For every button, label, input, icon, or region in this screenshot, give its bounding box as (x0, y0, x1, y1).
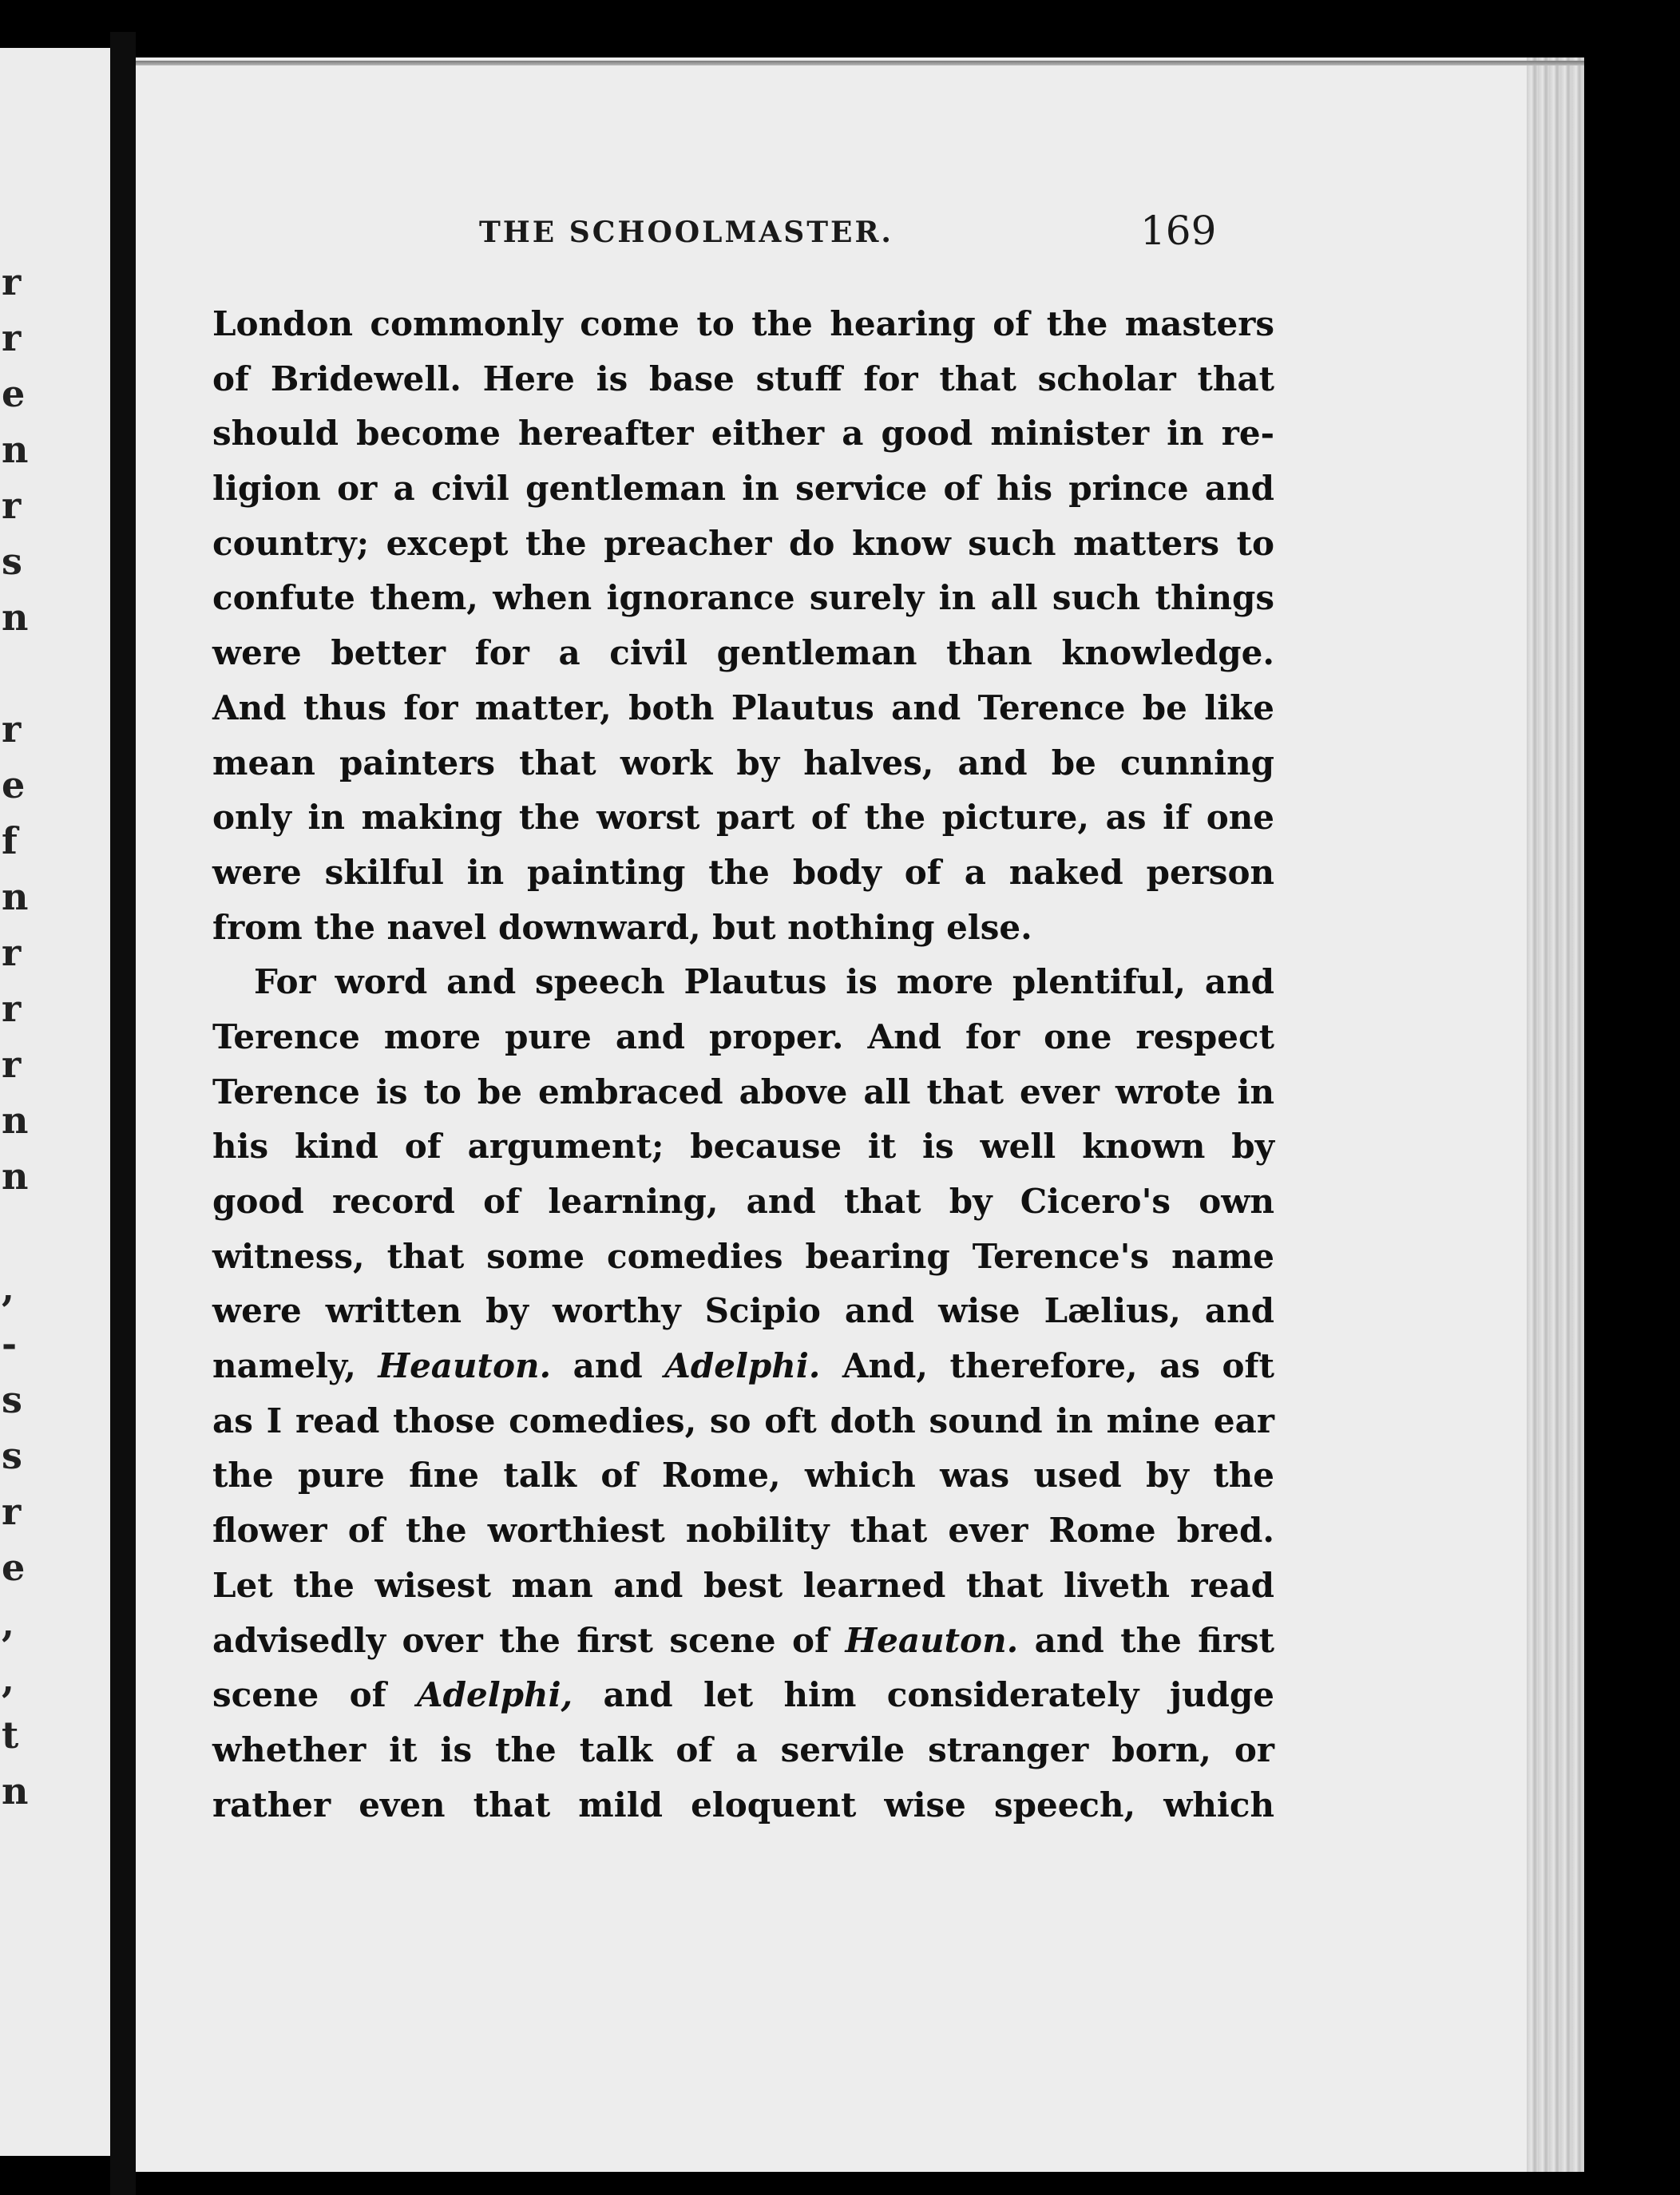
text-line (212, 1614, 1274, 1669)
margin-letter: , (2, 1602, 15, 1645)
text-line: rather even that mild eloquent wise speech, which (212, 1785, 1274, 1825)
page-top-edge (136, 61, 1584, 65)
text-line: mean painters that work by halves, and be cunning (212, 743, 1274, 783)
margin-letter: r (2, 316, 22, 359)
margin-letter: e (2, 372, 26, 415)
margin-letter: e (2, 763, 26, 806)
margin-letter: n (2, 1099, 29, 1142)
margin-letter: r (2, 1490, 22, 1533)
text-fragment: scene of (212, 1675, 418, 1715)
text-line: Terence is to be embraced above all that ever wrote in (212, 1072, 1274, 1111)
body-text (212, 297, 1274, 1832)
text-line: For word and speech Plautus is more plentiful, and (254, 962, 1274, 1002)
margin-letter: f (2, 819, 18, 862)
text-line: Terence more pure and proper. And for one respect (212, 1016, 1274, 1056)
margin-letter: r (2, 1043, 22, 1086)
text-line: were better for a civil gentleman than knowledge. (212, 633, 1274, 673)
previous-page-margin-letters (0, 48, 110, 2156)
book-page (136, 57, 1527, 2172)
margin-letter: r (2, 260, 22, 303)
running-title: THE SCHOOLMASTER. (479, 216, 893, 249)
text-line (212, 1668, 1274, 1723)
italic-title: Adelphi. (664, 1346, 821, 1386)
text-fragment: advisedly over the first scene of (212, 1620, 846, 1660)
previous-page-edge (0, 48, 110, 2156)
margin-letter: r (2, 707, 22, 751)
margin-letter: s (2, 1378, 22, 1421)
margin-letter: r (2, 987, 22, 1030)
text-fragment: namely, (212, 1346, 378, 1386)
margin-letter: s (2, 1434, 22, 1477)
paragraph-1 (212, 297, 1274, 955)
text-line: ligion or a civil gentleman in service of his prince and (212, 469, 1274, 509)
page-number: 169 (1140, 208, 1217, 254)
margin-letter: r (2, 484, 22, 527)
text-line: only in making the worst part of the picture, as if one (212, 798, 1274, 838)
margin-letter: n (2, 596, 29, 639)
margin-letter: , (2, 1658, 15, 1701)
text-line: the pure fine talk of Rome, which was used by the (212, 1456, 1274, 1496)
margin-letter: n (2, 1155, 29, 1198)
margin-letter: s (2, 540, 22, 583)
text-line: Let the wisest man and best learned that liveth read (212, 1565, 1274, 1605)
text-line: witness, that some comedies bearing Terence's name (212, 1236, 1274, 1276)
text-fragment: and the first (1018, 1620, 1274, 1660)
italic-title: Heauton. (378, 1346, 552, 1386)
margin-letter: n (2, 428, 29, 471)
margin-letter: , (2, 1266, 15, 1309)
margin-letter: r (2, 931, 22, 974)
text-line: from the navel downward, but nothing else. (212, 907, 1032, 947)
margin-letter: t (2, 1714, 19, 1757)
paragraph-2 (212, 955, 1274, 1832)
text-fragment: And, therefore, as oft (820, 1346, 1274, 1386)
text-line: good record of learning, and that by Cicero's own (212, 1182, 1274, 1221)
text-line: London commonly come to the hearing of the masters (212, 304, 1274, 343)
text-line: as I read those comedies, so oft doth sound in mine ear (212, 1401, 1274, 1440)
text-line: country; except the preacher do know such matters to (212, 523, 1274, 563)
book-gutter (110, 32, 136, 2195)
italic-title: Heauton. (845, 1620, 1019, 1660)
italic-title: Adelphi, (417, 1675, 573, 1715)
text-fragment: and (551, 1346, 665, 1386)
running-head (136, 208, 1527, 263)
text-line: of Bridewell. Here is base stuff for that scholar that (212, 359, 1274, 398)
margin-letter: - (2, 1322, 18, 1365)
text-line: his kind of argument; because it is well known by (212, 1127, 1274, 1167)
margin-letter: n (2, 1769, 29, 1813)
margin-letter: n (2, 875, 29, 918)
text-line (212, 1339, 1274, 1394)
text-line: And thus for matter, both Plautus and Terence be like (212, 687, 1274, 727)
text-line: whether it is the talk of a servile stranger born, or (212, 1729, 1274, 1769)
text-line: confute them, when ignorance surely in all such things (212, 578, 1274, 618)
text-line: should become hereafter either a good minister in re- (212, 414, 1274, 454)
text-line: flower of the worthiest nobility that ever Rome bred. (212, 1511, 1274, 1551)
text-line: were skilful in painting the body of a naked person (212, 852, 1274, 892)
text-fragment: and let him considerately judge (573, 1675, 1275, 1715)
page-fore-edge (1527, 57, 1584, 2172)
text-line: were written by worthy Scipio and wise Lælius, and (212, 1291, 1274, 1331)
margin-letter: e (2, 1546, 26, 1589)
